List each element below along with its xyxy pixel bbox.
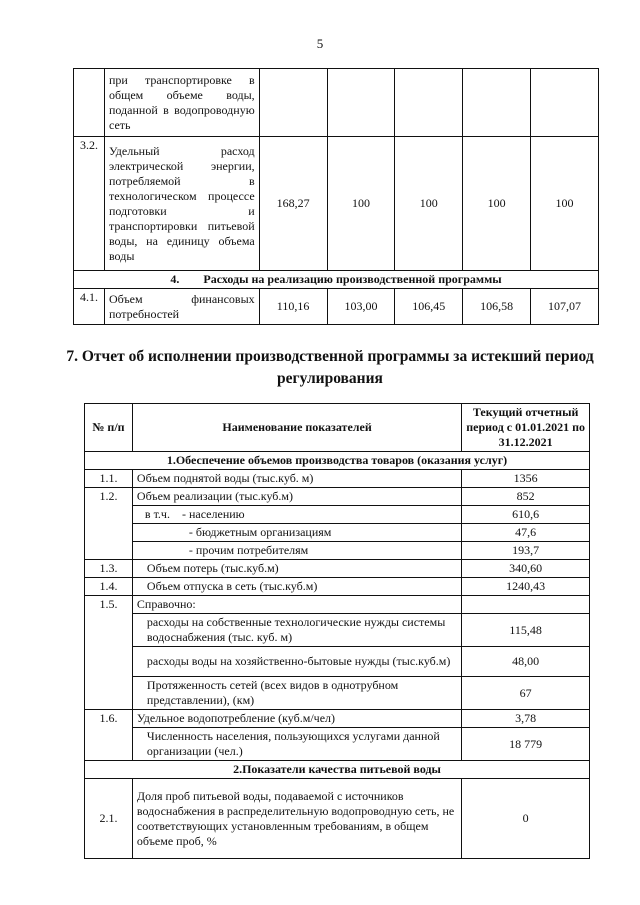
row-name: в т.ч. - населению — [132, 506, 461, 524]
row-value: 610,6 — [462, 506, 590, 524]
row-name: Объем поднятой воды (тыс.куб. м) — [132, 470, 461, 488]
row-index: 2.1. — [85, 779, 133, 859]
row-name: Объем потерь (тыс.куб.м) — [132, 560, 461, 578]
column-header-period: Текущий отчетный период с 01.01.2021 по 31.12.2021 — [462, 404, 590, 452]
row-index — [74, 69, 105, 137]
row-value: 115,48 — [462, 614, 590, 647]
row-value: 193,7 — [462, 542, 590, 560]
row-name: расходы воды на хозяйственно-бытовые нужды (тыс.куб.м) — [132, 647, 461, 677]
row-name: Доля проб питьевой воды, подаваемой с источников водоснабжения в распределительную водопроводную сеть, не соответствующих установленным требованиям, в общем объеме проб, % — [132, 779, 461, 859]
row-name: - прочим потребителям — [132, 542, 461, 560]
program-report-table — [84, 403, 590, 859]
row-value: 47,6 — [462, 524, 590, 542]
row-index: 4.1. — [74, 289, 105, 325]
table-row — [85, 647, 590, 677]
value-cell: 110,16 — [259, 289, 327, 325]
value-cell: 100 — [327, 137, 395, 271]
section-title: 4. Расходы на реализацию производственной программы — [74, 271, 599, 289]
row-value: 1356 — [462, 470, 590, 488]
table-row — [74, 69, 599, 137]
table-row — [85, 560, 590, 578]
row-name: расходы на собственные технологические нужды системы водоснабжения (тыс. куб. м) — [132, 614, 461, 647]
value-cell: 100 — [395, 137, 463, 271]
row-index: 1.6. — [85, 710, 133, 761]
row-index: 1.5. — [85, 596, 133, 710]
row-description: при транспортировке в общем объеме воды, поданной в водопроводную сеть — [104, 69, 259, 137]
row-value: 67 — [462, 677, 590, 710]
value-cell — [463, 69, 531, 137]
row-value: 340,60 — [462, 560, 590, 578]
row-value: 48,00 — [462, 647, 590, 677]
table-row — [85, 542, 590, 560]
value-cell: 106,58 — [463, 289, 531, 325]
row-value — [462, 596, 590, 614]
header-row — [85, 404, 590, 452]
table-row — [74, 289, 599, 325]
row-value: 3,78 — [462, 710, 590, 728]
table-row — [85, 677, 590, 710]
table-row — [85, 779, 590, 859]
column-header-name: Наименование показателей — [132, 404, 461, 452]
table-row — [85, 488, 590, 506]
page-number: 5 — [316, 36, 324, 51]
row-name: Справочно: — [132, 596, 461, 614]
value-cell — [327, 69, 395, 137]
table-row — [85, 596, 590, 614]
row-value: 18 779 — [462, 728, 590, 761]
row-description: Объем финансовых потребностей — [104, 289, 259, 325]
row-index: 1.4. — [85, 578, 133, 596]
table-row — [85, 470, 590, 488]
row-name: Объем отпуска в сеть (тыс.куб.м) — [132, 578, 461, 596]
row-value: 0 — [462, 779, 590, 859]
indicators-table-continued — [73, 68, 599, 325]
row-name: - бюджетным организациям — [132, 524, 461, 542]
value-cell — [259, 69, 327, 137]
table-row — [85, 614, 590, 647]
section-title: 1.Обеспечение объемов производства товаров (оказания услуг) — [85, 452, 590, 470]
row-index: 1.3. — [85, 560, 133, 578]
column-header-number: № п/п — [85, 404, 133, 452]
table-row — [85, 506, 590, 524]
table-row — [85, 524, 590, 542]
row-name: Численность населения, пользующихся услугами данной организации (чел.) — [132, 728, 461, 761]
value-cell: 107,07 — [531, 289, 599, 325]
row-name: Удельное водопотребление (куб.м/чел) — [132, 710, 461, 728]
table-row — [85, 710, 590, 728]
section-title: 2.Показатели качества питьевой воды — [85, 761, 590, 779]
table-row — [74, 137, 599, 271]
section-heading: 7. Отчет об исполнении производственной программы за истекший период регулирования — [66, 348, 594, 387]
row-index: 1.2. — [85, 488, 133, 560]
row-name: Протяженность сетей (всех видов в однотрубном представлении), (км) — [132, 677, 461, 710]
row-value: 852 — [462, 488, 590, 506]
row-name: Объем реализации (тыс.куб.м) — [132, 488, 461, 506]
section-row — [85, 761, 590, 779]
row-value: 1240,43 — [462, 578, 590, 596]
value-cell — [531, 69, 599, 137]
value-cell: 100 — [463, 137, 531, 271]
table-row — [85, 578, 590, 596]
row-index: 1.1. — [85, 470, 133, 488]
value-cell: 168,27 — [259, 137, 327, 271]
row-index: 3.2. — [74, 137, 105, 271]
table-row — [85, 728, 590, 761]
value-cell — [395, 69, 463, 137]
value-cell: 106,45 — [395, 289, 463, 325]
row-description: Удельный расход электрической энергии, потребляемой в технологическом процессе подготовки и транспортировки питьевой воды, на единицу объема воды — [104, 137, 259, 271]
section-row — [74, 271, 599, 289]
value-cell: 103,00 — [327, 289, 395, 325]
section-row — [85, 452, 590, 470]
value-cell: 100 — [531, 137, 599, 271]
